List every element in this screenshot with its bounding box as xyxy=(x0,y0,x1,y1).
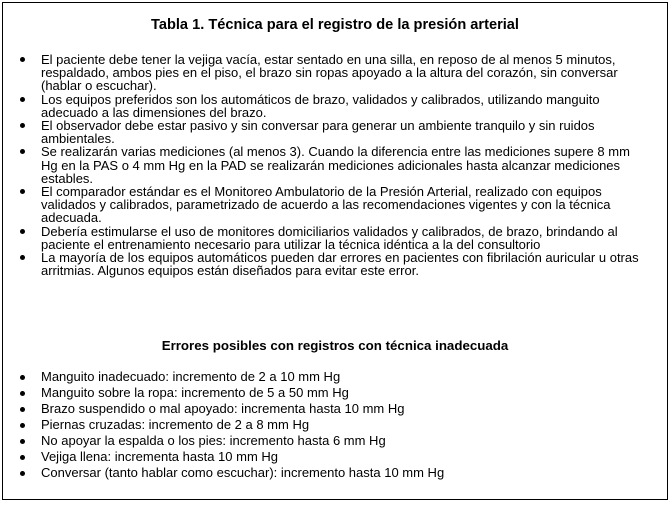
bullet-icon xyxy=(20,455,25,460)
list-item xyxy=(3,251,667,277)
list-item xyxy=(3,145,667,185)
list-item xyxy=(3,449,667,465)
list-item-text: Manguito inadecuado: incremento de 2 a 10 mm Hg xyxy=(41,369,341,384)
list-item-text: El paciente debe tener la vejiga vacía, estar sentado en una silla, en reposo de al menos 5 minutos, respaldado, ambos pies en el piso, el brazo sin ropas apoyado a la altura del corazón, sin conversar (hablar o escuchar). xyxy=(41,52,618,94)
list-item xyxy=(3,225,667,251)
list-item-text: Se realizarán varias mediciones (al menos 3). Cuando la diferencia entre las mediciones supere 8 mm Hg en la PAS o 4 mm Hg en la PAD se realizarán mediciones adicionales hasta alcanzar mediciones estables. xyxy=(41,144,630,186)
list-item xyxy=(3,401,667,417)
bullet-icon xyxy=(20,407,25,412)
bullet-icon xyxy=(20,391,25,396)
list-item-text: Conversar (tanto hablar como escuchar): incremento hasta 10 mm Hg xyxy=(41,465,445,480)
bullet-icon xyxy=(20,57,25,62)
list-item-text: Brazo suspendido o mal apoyado: incrementa hasta 10 mm Hg xyxy=(41,401,405,416)
bullet-icon xyxy=(20,123,25,128)
bullet-icon xyxy=(20,97,25,102)
table-frame xyxy=(2,2,668,500)
list-item-text: Piernas cruzadas: incremento de 2 a 8 mm Hg xyxy=(41,417,310,432)
list-item-text: Manguito sobre la ropa: incremento de 5 a 50 mm Hg xyxy=(41,385,349,400)
bullet-icon xyxy=(20,375,25,380)
list-item xyxy=(3,385,667,401)
bullet-icon xyxy=(20,255,25,260)
list-item xyxy=(3,53,667,93)
bullet-icon xyxy=(20,439,25,444)
list-item-text: Los equipos preferidos son los automáticos de brazo, validados y calibrados, utilizando manguito adecuado a las dimensiones del brazo. xyxy=(41,91,600,120)
bullet-icon xyxy=(20,149,25,154)
list-item-text: La mayoría de los equipos automáticos pueden dar errores en pacientes con fibrilación auricular u otras arritmias. Algunos equipos están diseñados para evitar este error. xyxy=(41,250,639,279)
list-item-text: Vejiga llena: incrementa hasta 10 mm Hg xyxy=(41,449,279,464)
bullet-icon xyxy=(20,189,25,194)
table-title: Tabla 1. Técnica para el registro de la presión arterial xyxy=(151,17,519,33)
list-item xyxy=(3,185,667,225)
list-item xyxy=(3,433,667,449)
bullet-icon xyxy=(20,229,25,234)
list-item xyxy=(3,369,667,385)
list-item xyxy=(3,119,667,145)
list-item xyxy=(3,93,667,119)
list-item-text: Debería estimularse el uso de monitores domiciliarios validados y calibrados, de brazo, brindando al paciente el entrenamiento necesario para utilizar la técnica idéntica a la del consultorio xyxy=(41,223,618,252)
list-item-text: El observador debe estar pasivo y sin conversar para generar un ambiente tranquilo y sin ruidos ambientales. xyxy=(41,118,595,147)
list-item-text: No apoyar la espalda o los pies: incremento hasta 6 mm Hg xyxy=(41,433,386,448)
list-item xyxy=(3,417,667,433)
list-item xyxy=(3,465,667,481)
list-item-text: El comparador estándar es el Monitoreo Ambulatorio de la Presión Arterial, realizado con equipos validados y calibrados, parametrizado de acuerdo a las recomendaciones vigentes y con la técnica adecuada. xyxy=(41,184,611,226)
bullet-icon xyxy=(20,423,25,428)
technique-list xyxy=(3,53,667,277)
errors-list xyxy=(3,369,667,481)
errors-subtitle: Errores posibles con registros con técnica inadecuada xyxy=(161,338,509,353)
bullet-icon xyxy=(20,471,25,476)
